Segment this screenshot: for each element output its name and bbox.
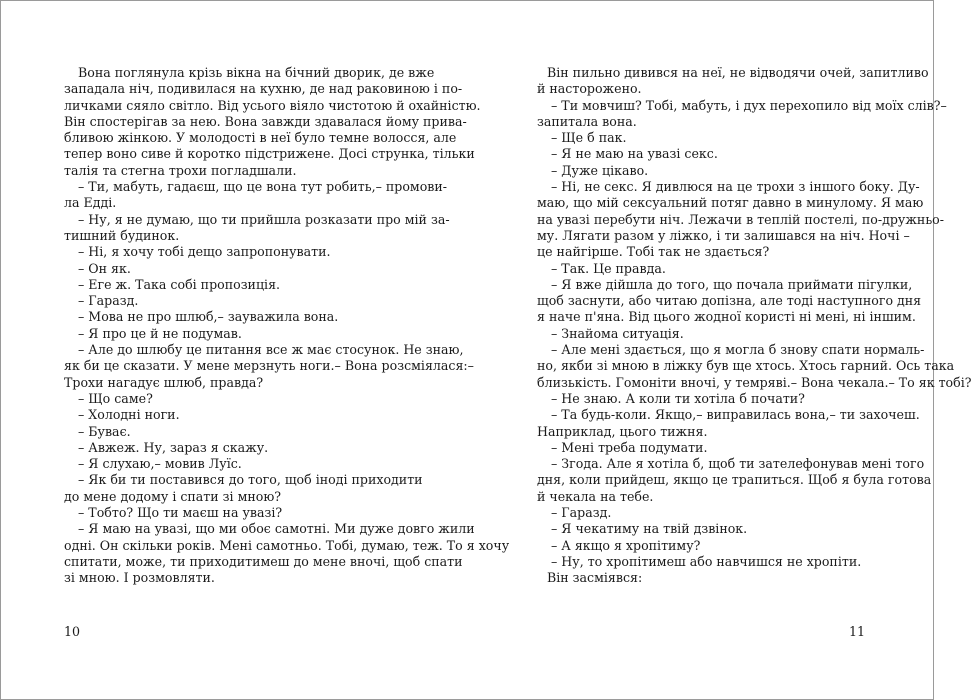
text-line: – Мені треба подумати. (551, 439, 708, 455)
text-line: я наче п'яна. Від цього жодної користі ні мені, ні іншим. (537, 309, 916, 325)
text-line: щоб заснути, або читаю допізна, але тоді наступного дня (537, 293, 922, 309)
text-line: Він засміявся: (547, 570, 643, 586)
text-line: – Я не маю на увазі секс. (551, 146, 718, 162)
text-line: одні. Он скільки років. Мені самотньо. Тобі, думаю, теж. То я хочу (64, 537, 510, 553)
text-line: – Ні, не секс. Я дивлюся на це трохи з іншого боку. Ду- (551, 179, 920, 195)
text-line: – Що саме? (78, 390, 153, 406)
text-line: – Згода. Але я хотіла б, щоб ти зателефонував мені того (551, 456, 925, 472)
text-line: – Але мені здається, що я могла б знову спати нормаль- (551, 342, 925, 358)
right-page-text (537, 65, 971, 587)
text-line: й чекала на тебе. (537, 488, 654, 504)
text-line: – Гаразд. (78, 293, 139, 309)
text-line: – Еге ж. Така собі пропозиція. (78, 276, 281, 292)
text-line: – Не знаю. А коли ти хотіла б почати? (551, 390, 805, 406)
text-line: – Так. Це правда. (551, 260, 666, 276)
text-line: – Дуже цікаво. (551, 162, 649, 178)
text-line: бливою жінкою. У молодості в неї було темне волосся, але (64, 130, 457, 146)
text-line: Він пильно дивився на неї, не відводячи очей, запитливо (547, 65, 929, 80)
text-line: – Мова не про шлюб,– зауважила вона. (78, 309, 339, 325)
text-line: тепер воно сиве й коротко підстрижене. Досі струнка, тільки (64, 146, 475, 162)
text-line: – Тобто? Що ти маєш на увазі? (78, 505, 283, 521)
text-line: – Он як. (78, 260, 131, 276)
text-line: талія та стегна трохи погладшали. (64, 162, 297, 178)
text-line: Трохи нагадує шлюб, правда? (64, 374, 264, 390)
text-line: – Ще б пак. (551, 130, 627, 146)
text-line: – А якщо я хропітиму? (551, 537, 701, 553)
text-line: – Я про це й не подумав. (78, 325, 242, 341)
text-line: Він спостерігав за нею. Вона завжди здавалася йому прива- (64, 113, 467, 129)
text-line: – Гаразд. (551, 505, 612, 521)
text-line: на увазі перебути ніч. Лежачи в теплій постелі, по-дружньо- (537, 211, 945, 227)
text-line: – Буває. (78, 423, 131, 439)
text-line: маю, що мій сексуальний потяг давно в минулому. Я маю (537, 195, 924, 211)
text-line: – Я слухаю,– мовив Луїс. (78, 456, 242, 472)
text-line: – Та будь-коли. Якщо,– виправилась вона,– ти захочеш. (551, 407, 920, 423)
text-line: це найгірше. Тобі так не здається? (537, 244, 770, 260)
right-page-number: 11 (849, 624, 866, 639)
text-line: – Я чекатиму на твій дзвінок. (551, 521, 748, 537)
text-line: западала ніч, подивилася на кухню, де над раковиною і по- (64, 81, 463, 97)
text-line: ла Едді. (64, 195, 117, 211)
text-line: Наприклад, цього тижня. (537, 423, 708, 439)
text-line: – Ні, я хочу тобі дещо запропонувати. (78, 244, 331, 260)
text-line: – Ну, то хропітимеш або навчишся не хропіти. (551, 553, 862, 569)
text-line: – Ти мовчиш? Тобі, мабуть, і дух перехопило від моїх слів?– (551, 97, 947, 113)
left-page-text (64, 65, 510, 587)
text-line: тишний будинок. (64, 227, 180, 243)
text-line: – Я вже дійшла до того, що почала приймати пігулки, (551, 276, 913, 292)
text-line: – Ну, я не думаю, що ти прийшла розказати про мій за- (78, 211, 450, 227)
text-line: – Я маю на увазі, що ми обоє самотні. Ми дуже довго жили (78, 521, 475, 537)
text-line: – Знайома ситуація. (551, 325, 684, 341)
left-page-number: 10 (64, 624, 81, 639)
text-line: дня, коли прийдеш, якщо це трапиться. Щоб я була готова (537, 472, 932, 488)
text-line: – Але до шлюбу це питання все ж має стосунок. Не знаю, (78, 342, 464, 358)
text-line: до мене додому і спати зі мною? (64, 488, 282, 504)
text-line: запитала вона. (537, 113, 637, 129)
text-line: – Як би ти поставився до того, щоб іноді приходити (78, 472, 423, 488)
text-line: личками сяяло світло. Від усього віяло чистотою й охайністю. (64, 97, 481, 113)
text-line: – Холодні ноги. (78, 407, 180, 423)
text-line: близькість. Гомоніти вночі, у темряві.– Вона чекала.– То як тобі? (537, 374, 971, 390)
text-line: – Ти, мабуть, гадаєш, що це вона тут робить,– промови- (78, 179, 448, 195)
text-line: но, якби зі мною в ліжку був ще хтось. Хтось гарний. Ось така (537, 358, 955, 374)
text-line: Вона поглянула крізь вікна на бічний дворик, де вже (78, 65, 435, 80)
text-line: й насторожено. (537, 81, 642, 97)
text-line: – Авжеж. Ну, зараз я скажу. (78, 439, 269, 455)
text-line: спитати, може, ти приходитимеш до мене вночі, щоб спати (64, 553, 463, 569)
text-line: як би це сказати. У мене мерзнуть ноги.– Вона розсміялася:– (64, 358, 474, 374)
text-line: му. Лягати разом у ліжко, і ти залишався на ніч. Ночі – (537, 227, 910, 243)
text-line: зі мною. І розмовляти. (64, 570, 215, 586)
